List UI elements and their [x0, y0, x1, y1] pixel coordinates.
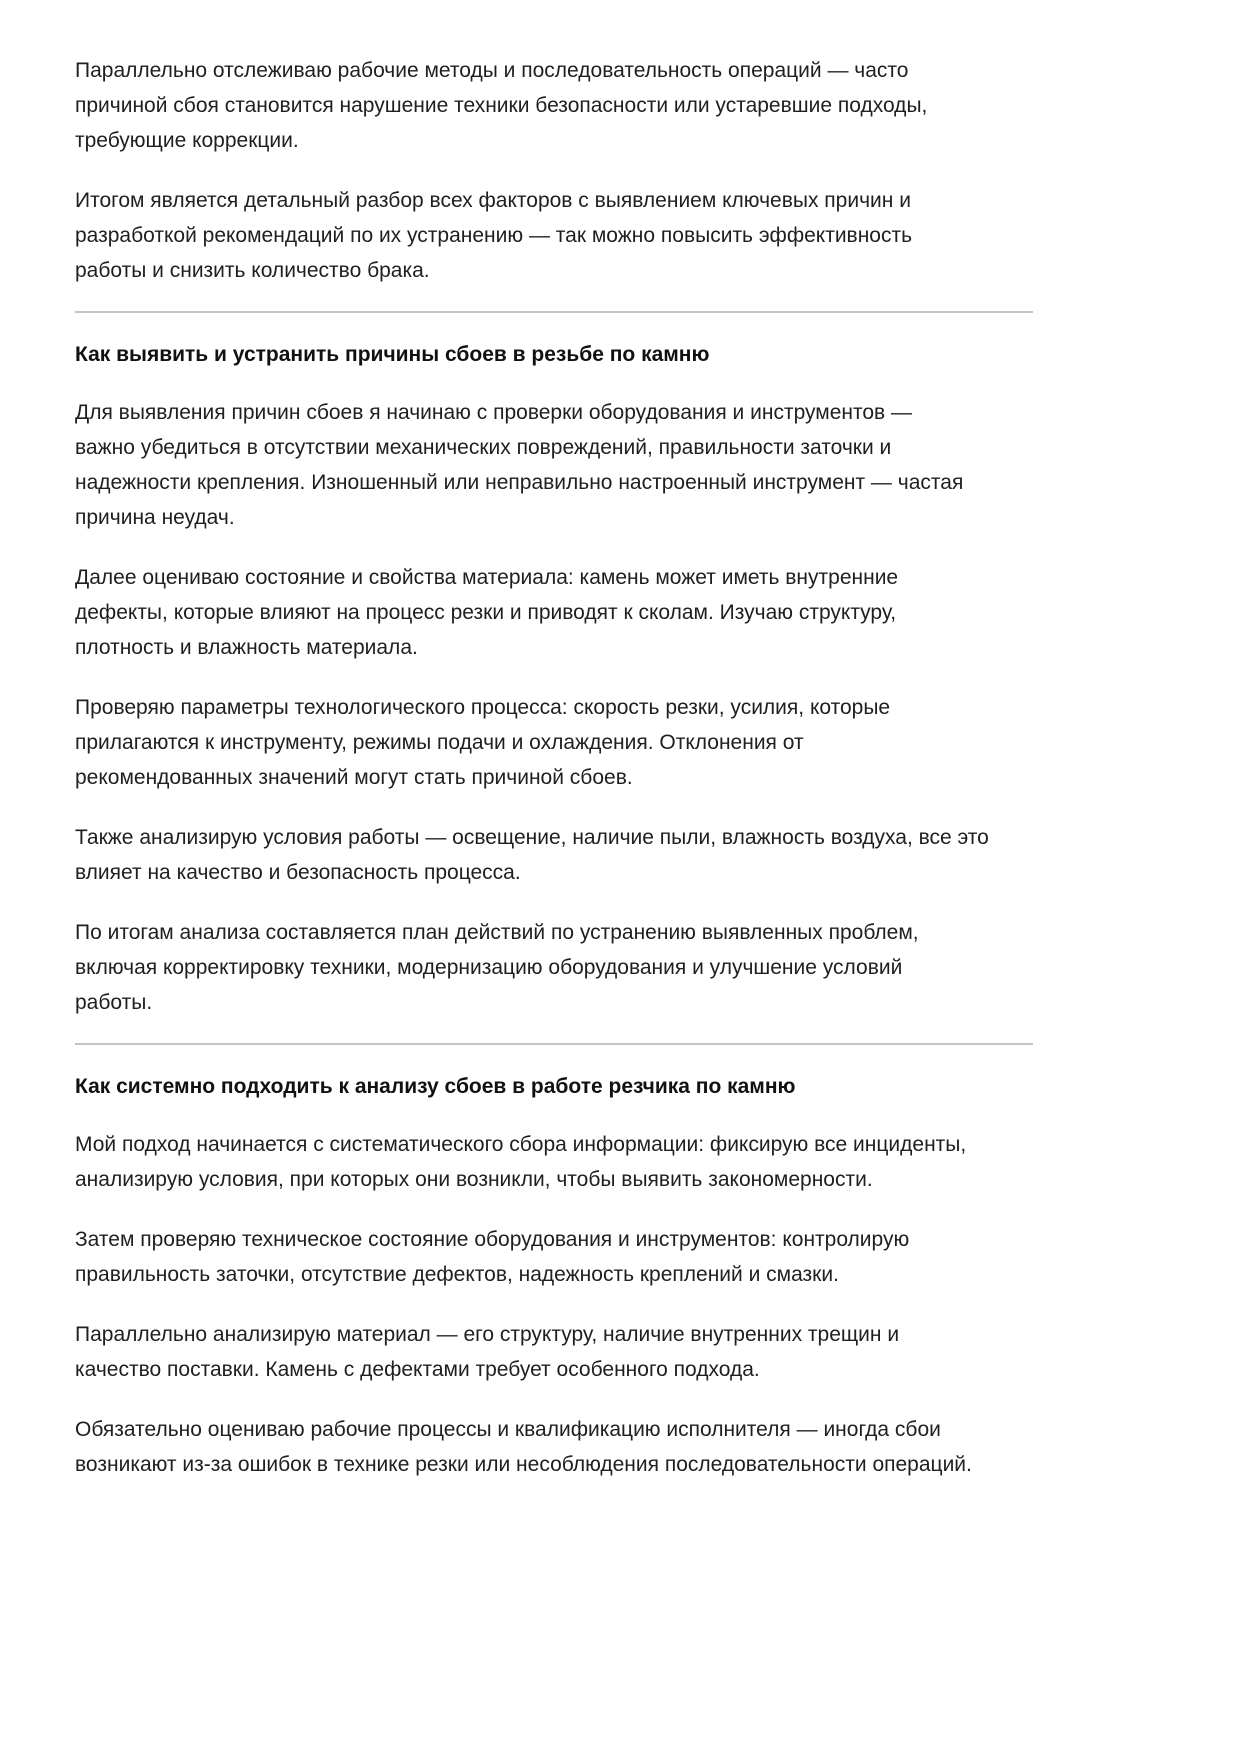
paragraph-line: Параллельно отслеживаю рабочие методы и последовательность операций — часто: [75, 59, 909, 82]
paragraph-line: Для выявления причин сбоев я начинаю с проверки оборудования и инструментов —: [75, 401, 913, 424]
paragraph-line: Далее оцениваю состояние и свойства материала: камень может иметь внутренние: [75, 566, 899, 589]
paragraph: [75, 1127, 1033, 1197]
paragraph-line: По итогам анализа составляется план действий по устранению выявленных проблем,: [75, 921, 919, 944]
paragraph: [75, 1317, 1033, 1387]
paragraph-line: надежности крепления. Изношенный или неправильно настроенный инструмент — частая: [75, 471, 964, 494]
paragraph: [75, 1222, 1033, 1292]
paragraph-line: разработкой рекомендаций по их устранению — так можно повысить эффективность: [75, 224, 913, 247]
paragraph-line: прилагаются к инструменту, режимы подачи и охлаждения. Отклонения от: [75, 731, 804, 754]
paragraph: [75, 915, 1033, 1020]
paragraph-line: правильность заточки, отсутствие дефектов, надежность креплений и смазки.: [75, 1263, 839, 1286]
paragraph-line: плотность и влажность материала.: [75, 636, 418, 659]
paragraph-line: качество поставки. Камень с дефектами требует особенного подхода.: [75, 1358, 760, 1381]
paragraph-line: Проверяю параметры технологического процесса: скорость резки, усилия, которые: [75, 696, 891, 719]
paragraph-line: влияет на качество и безопасность процесса.: [75, 861, 521, 884]
paragraph-line: Мой подход начинается с систематического сбора информации: фиксирую все инциденты,: [75, 1133, 967, 1156]
paragraph: [75, 820, 1033, 890]
paragraph-line: требующие коррекции.: [75, 129, 299, 152]
paragraph-line: дефекты, которые влияют на процесс резки и приводят к сколам. Изучаю структуру,: [75, 601, 897, 624]
paragraph-line: причиной сбоя становится нарушение техники безопасности или устаревшие подходы,: [75, 94, 928, 117]
section-heading: Как системно подходить к анализу сбоев в работе резчика по камню: [75, 1075, 796, 1098]
paragraph-line: анализирую условия, при которых они возникли, чтобы выявить закономерности.: [75, 1168, 873, 1191]
paragraph-line: работы.: [75, 991, 153, 1014]
paragraph: [75, 395, 1033, 535]
paragraph-line: Затем проверяю техническое состояние оборудования и инструментов: контролирую: [75, 1228, 910, 1251]
paragraph-line: причина неудач.: [75, 506, 235, 529]
paragraph: [75, 53, 1033, 158]
section-heading: Как выявить и устранить причины сбоев в резьбе по камню: [75, 343, 710, 366]
section-divider: [75, 311, 1033, 313]
paragraph: [75, 560, 1033, 665]
paragraph-line: рекомендованных значений могут стать причиной сбоев.: [75, 766, 633, 789]
paragraph-line: возникают из-за ошибок в технике резки или несоблюдения последовательности операций.: [75, 1453, 972, 1476]
paragraph: [75, 690, 1033, 795]
section-divider: [75, 1043, 1033, 1045]
paragraph: [75, 183, 1033, 288]
paragraph-line: Обязательно оцениваю рабочие процессы и квалификацию исполнителя — иногда сбои: [75, 1418, 941, 1441]
paragraph-line: Итогом является детальный разбор всех факторов с выявлением ключевых причин и: [75, 189, 911, 212]
paragraph-line: Также анализирую условия работы — освещение, наличие пыли, влажность воздуха, все это: [75, 826, 989, 849]
paragraph-line: работы и снизить количество брака.: [75, 259, 430, 282]
paragraph-line: важно убедиться в отсутствии механических повреждений, правильности заточки и: [75, 436, 892, 459]
paragraph-line: Параллельно анализирую материал — его структуру, наличие внутренних трещин и: [75, 1323, 900, 1346]
paragraph-line: включая корректировку техники, модернизацию оборудования и улучшение условий: [75, 956, 903, 979]
paragraph: [75, 1412, 1033, 1482]
document-body: [75, 53, 1033, 1507]
